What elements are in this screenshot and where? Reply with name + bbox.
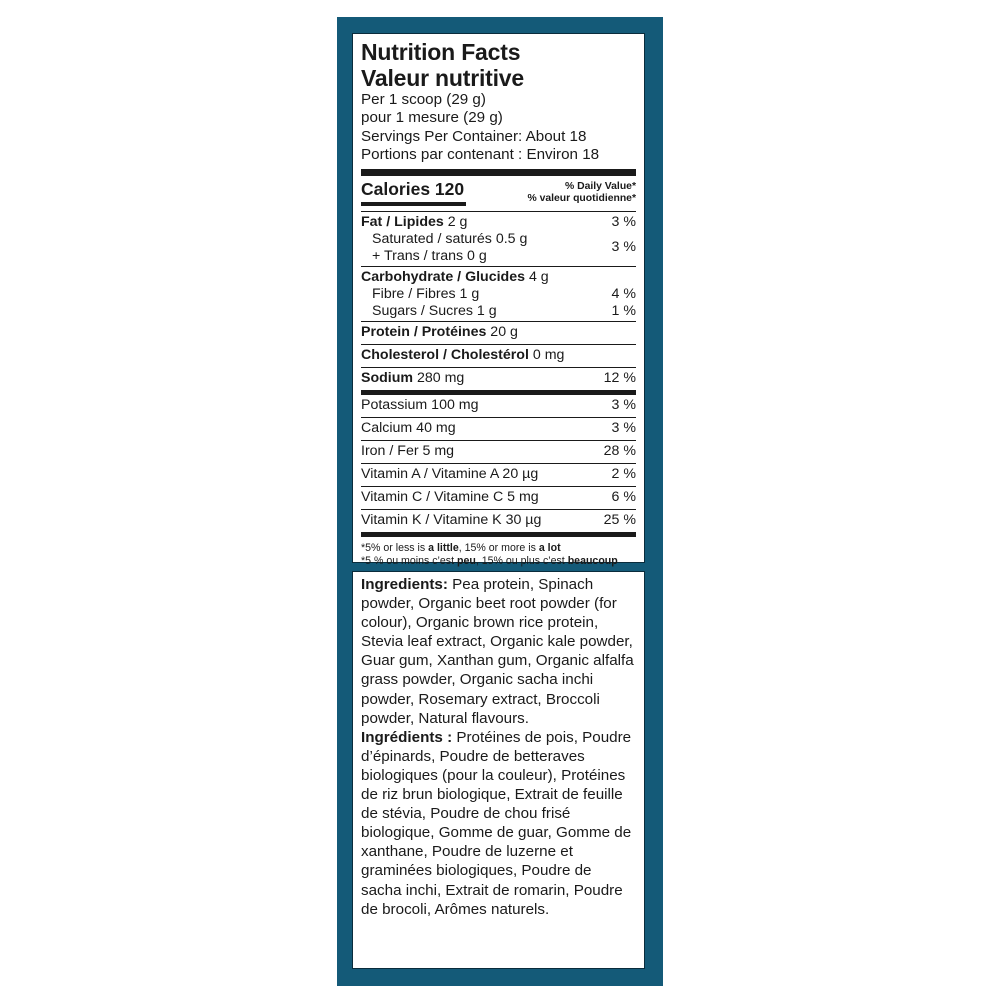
micronutrient-label: Vitamin A / Vitamine A 20 µg	[361, 466, 539, 483]
footnote-fr: *5 % ou moins c’est peu, 15% ou plus c’est beaucoup	[361, 555, 618, 568]
serving-size-fr: pour 1 mesure (29 g)	[361, 109, 503, 127]
calories-label: Calories 120	[361, 179, 466, 206]
cholesterol-label: Cholesterol / Cholestérol	[361, 347, 529, 364]
ingredients-fr-label: Ingrédients :	[361, 728, 453, 746]
micronutrient-row	[361, 486, 636, 509]
fat-amount: 2 g	[443, 213, 468, 230]
fat-group	[361, 211, 636, 266]
fat-row	[361, 214, 636, 231]
fat-label: Fat / Lipides	[361, 213, 444, 230]
carb-row	[361, 269, 636, 286]
micronutrient-label: Iron / Fer 5 mg	[361, 443, 455, 460]
serving-size-en: Per 1 scoop (29 g)	[361, 91, 486, 108]
cholesterol-amount: 0 mg	[528, 347, 565, 364]
nutrition-facts-table	[352, 33, 645, 568]
carb-label: Carbohydrate / Glucides	[361, 268, 525, 285]
protein-row	[361, 321, 636, 344]
ingredients-en-text: Pea protein, Spinach powder, Organic beet root powder (for colour), Organic brown rice protein, Stevia leaf extract, Organic kale powder, Guar gum, Xanthan gum, Organic alfalfa grass powder, Organic sacha inchi powder, Rosemary extract, Broccoli powder, Natural flavours.	[361, 576, 634, 727]
ingredients-box	[352, 571, 645, 969]
fibre-pct: 4 %	[611, 285, 636, 302]
micronutrient-row	[361, 463, 636, 486]
daily-value-en: % Daily Value*	[564, 180, 636, 192]
ingredients-en	[361, 575, 636, 728]
ingredients-fr-text: Protéines de pois, Poudre d’épinards, Poudre de betteraves biologiques (pour la couleur), Protéines de riz brun biologique, Extrait de feuille de stévia, Poudre de chou frisé biologique, Gomme de guar, Gomme de xanthane, Poudre de luzerne et graminées biologiques, Poudre de sacha inchi, Extrait de romarin, Poudre de brocoli, Arômes naturels.	[361, 728, 632, 918]
ingredients-fr	[361, 728, 636, 919]
cholesterol-row	[361, 344, 636, 367]
micronutrient-row	[361, 417, 636, 440]
micronutrient-pct: 28 %	[603, 443, 636, 460]
fibre-row	[361, 286, 636, 303]
micronutrient-label: Calcium 40 mg	[361, 420, 456, 437]
thick-divider	[361, 169, 636, 176]
micronutrient-row	[361, 509, 636, 532]
calories-row	[361, 176, 636, 206]
micronutrient-row	[361, 395, 636, 417]
daily-value-fr: % valeur quotidienne*	[527, 193, 636, 205]
title-en: Nutrition Facts	[361, 39, 521, 65]
protein-label: Protein / Protéines	[361, 324, 487, 341]
micronutrient-pct: 2 %	[611, 466, 636, 483]
fibre-label: Fibre / Fibres 1 g	[372, 285, 480, 302]
trans-row: + Trans / trans 0 g	[372, 247, 487, 264]
fat-pct: 3 %	[611, 213, 636, 230]
carb-amount: 4 g	[525, 268, 549, 285]
sat-trans-row	[361, 231, 636, 265]
micronutrient-label: Vitamin C / Vitamine C 5 mg	[361, 489, 539, 506]
sodium-row	[361, 367, 636, 390]
saturated-row: Saturated / saturés 0.5 g	[372, 230, 528, 247]
title-fr: Valeur nutritive	[361, 65, 524, 91]
sodium-pct: 12 %	[603, 370, 636, 387]
servings-per-container-en: Servings Per Container: About 18	[361, 127, 587, 145]
servings-per-container-fr: Portions par contenant : Environ 18	[361, 146, 600, 164]
sugars-row	[361, 303, 636, 320]
micronutrient-label: Potassium 100 mg	[361, 397, 479, 414]
carb-group	[361, 266, 636, 321]
saturated-pct: 3 %	[611, 239, 636, 256]
micronutrient-row	[361, 440, 636, 463]
sodium-label: Sodium	[361, 370, 414, 387]
micronutrient-label: Vitamin K / Vitamine K 30 µg	[361, 512, 542, 529]
daily-value-header	[527, 181, 636, 206]
micronutrient-pct: 6 %	[611, 489, 636, 506]
micronutrient-pct: 25 %	[603, 512, 636, 529]
sugars-pct: 1 %	[611, 302, 636, 319]
ingredients-en-label: Ingredients:	[361, 576, 448, 593]
micronutrient-pct: 3 %	[611, 420, 636, 437]
micronutrient-pct: 3 %	[611, 397, 636, 414]
footnote	[361, 532, 636, 569]
sodium-amount: 280 mg	[413, 370, 465, 387]
footnote-en: *5% or less is a little, 15% or more is a lot	[361, 541, 561, 554]
protein-amount: 20 g	[486, 324, 518, 341]
sugars-label: Sugars / Sucres 1 g	[372, 302, 497, 319]
